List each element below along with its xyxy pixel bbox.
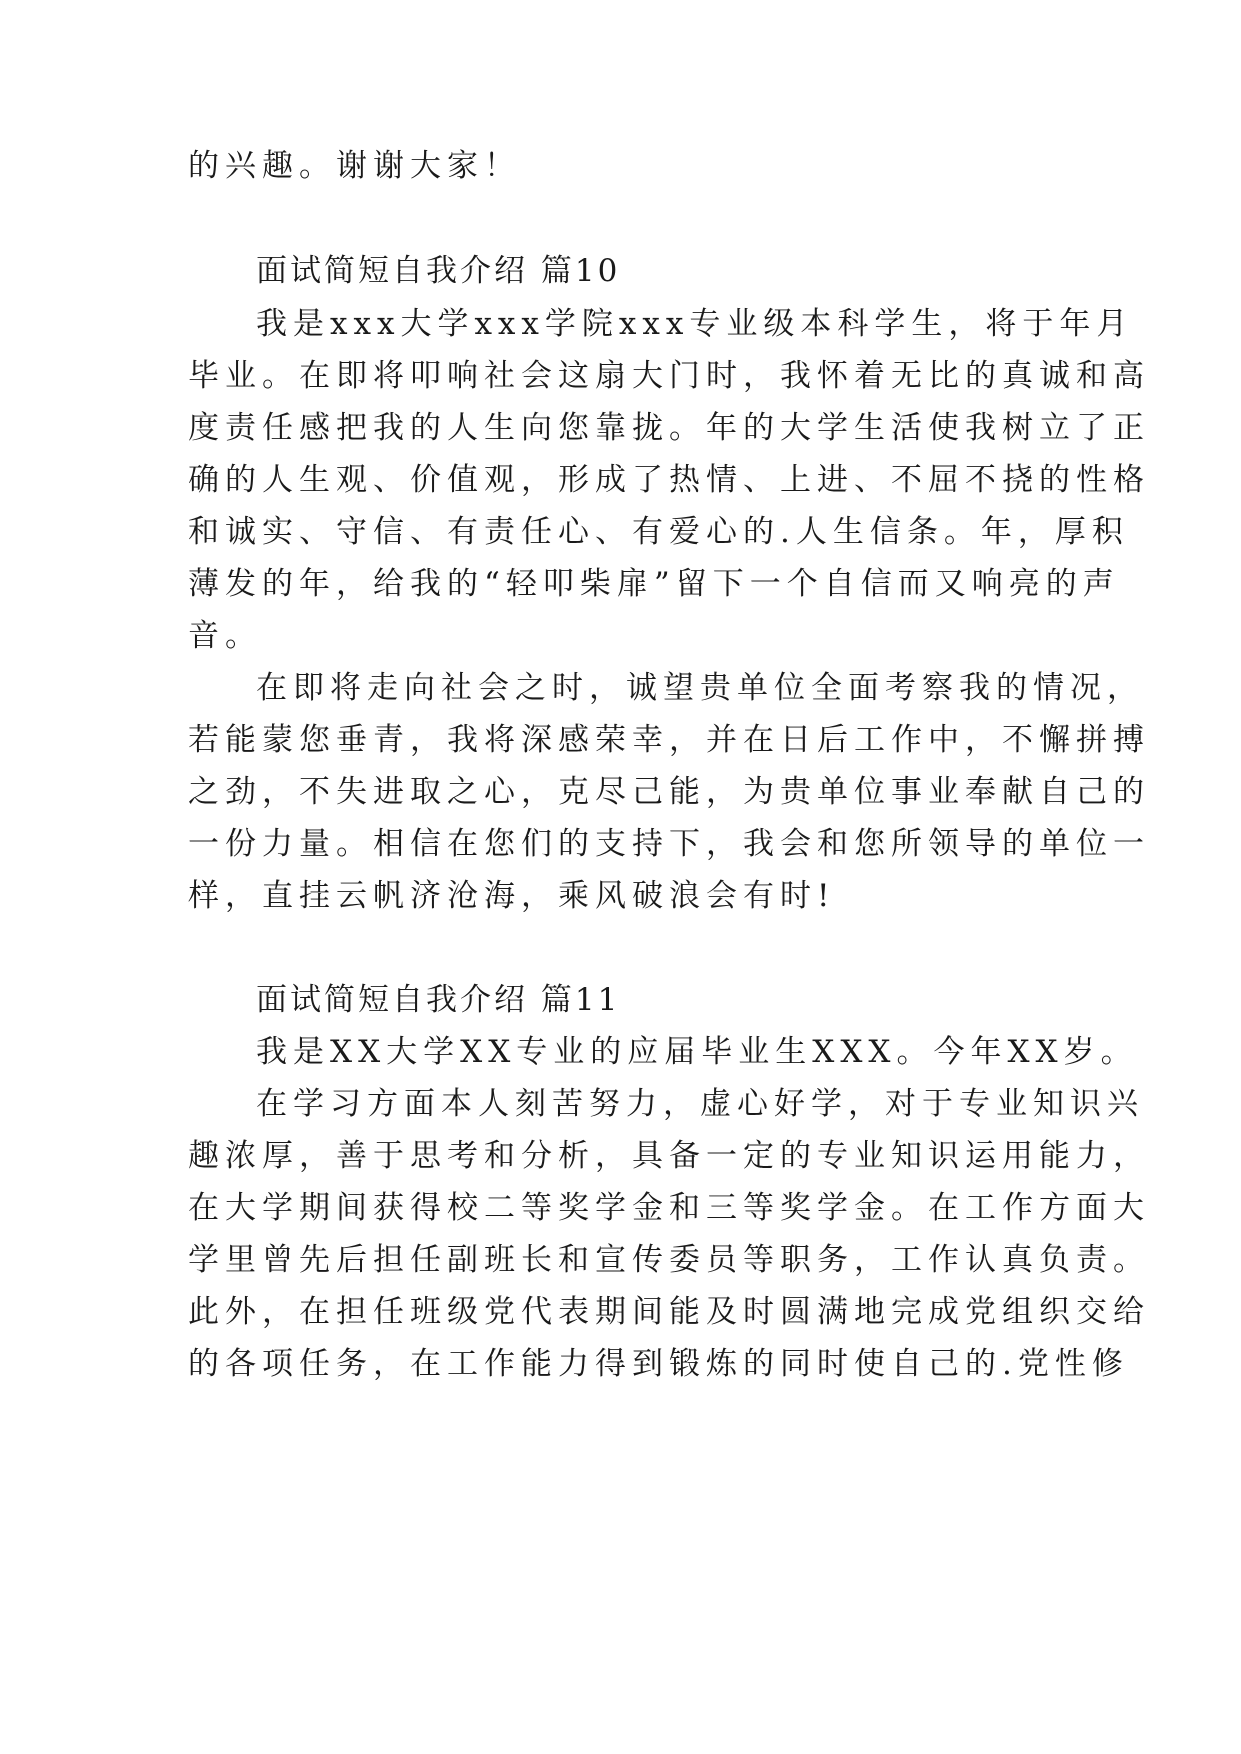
s10-p2-line-5: 样，直挂云帆济沧海，乘风破浪会有时! (188, 878, 836, 914)
s10-p2-line-4: 一份力量。相信在您们的支持下，我会和您所领导的单位一 (188, 826, 1150, 862)
s10-p1-line-5: 和诚实、守信、有责任心、有爱心的.人生信条。年，厚积 (188, 514, 1129, 550)
s11-p1-line-1: 我是XX大学XX专业的应届毕业生XXX。今年XX岁。 (256, 1034, 1138, 1070)
s11-p2-line-2: 趣浓厚，善于思考和分析，具备一定的专业知识运用能力， (188, 1138, 1150, 1174)
s10-p1-line-6: 薄发的年，给我的“轻叩柴扉”留下一个自信而又响亮的声 (188, 566, 1120, 602)
s10-p2-line-2: 若能蒙您垂青，我将深感荣幸，并在日后工作中，不懈拼搏 (188, 722, 1150, 758)
section-11-heading: 面试简短自我介绍 篇11 (256, 982, 621, 1018)
s10-p1-line-7: 音。 (188, 618, 262, 654)
s10-p1-line-2: 毕业。在即将叩响社会这扇大门时，我怀着无比的真诚和高 (188, 358, 1150, 394)
s10-p1-line-4: 确的人生观、价值观，形成了热情、上进、不屈不挠的性格 (188, 462, 1150, 498)
s10-p2-line-3: 之劲，不失进取之心，克尽己能，为贵单位事业奉献自己的 (188, 774, 1150, 810)
s11-p2-line-3: 在大学期间获得校二等奖学金和三等奖学金。在工作方面大 (188, 1190, 1150, 1226)
s11-p2-line-4: 学里曾先后担任副班长和宣传委员等职务，工作认真负责。 (188, 1242, 1150, 1278)
s11-p2-line-5: 此外，在担任班级党代表期间能及时圆满地完成党组织交给 (188, 1294, 1150, 1330)
s10-p2-line-1: 在即将走向社会之时，诚望贵单位全面考察我的情况， (256, 670, 1144, 706)
s11-p2-line-1: 在学习方面本人刻苦努力，虚心好学，对于专业知识兴 (256, 1086, 1144, 1122)
section-10-heading: 面试简短自我介绍 篇10 (256, 253, 621, 289)
intro-tail-line: 的兴趣。谢谢大家！ (188, 148, 521, 184)
s11-p2-line-6: 的各项任务，在工作能力得到锻炼的同时使自己的.党性修 (188, 1346, 1129, 1382)
s10-p1-line-3: 度责任感把我的人生向您靠拢。年的大学生活使我树立了正 (188, 410, 1150, 446)
s10-p1-line-1: 我是xxx大学xxx学院xxx专业级本科学生，将于年月 (256, 306, 1134, 342)
